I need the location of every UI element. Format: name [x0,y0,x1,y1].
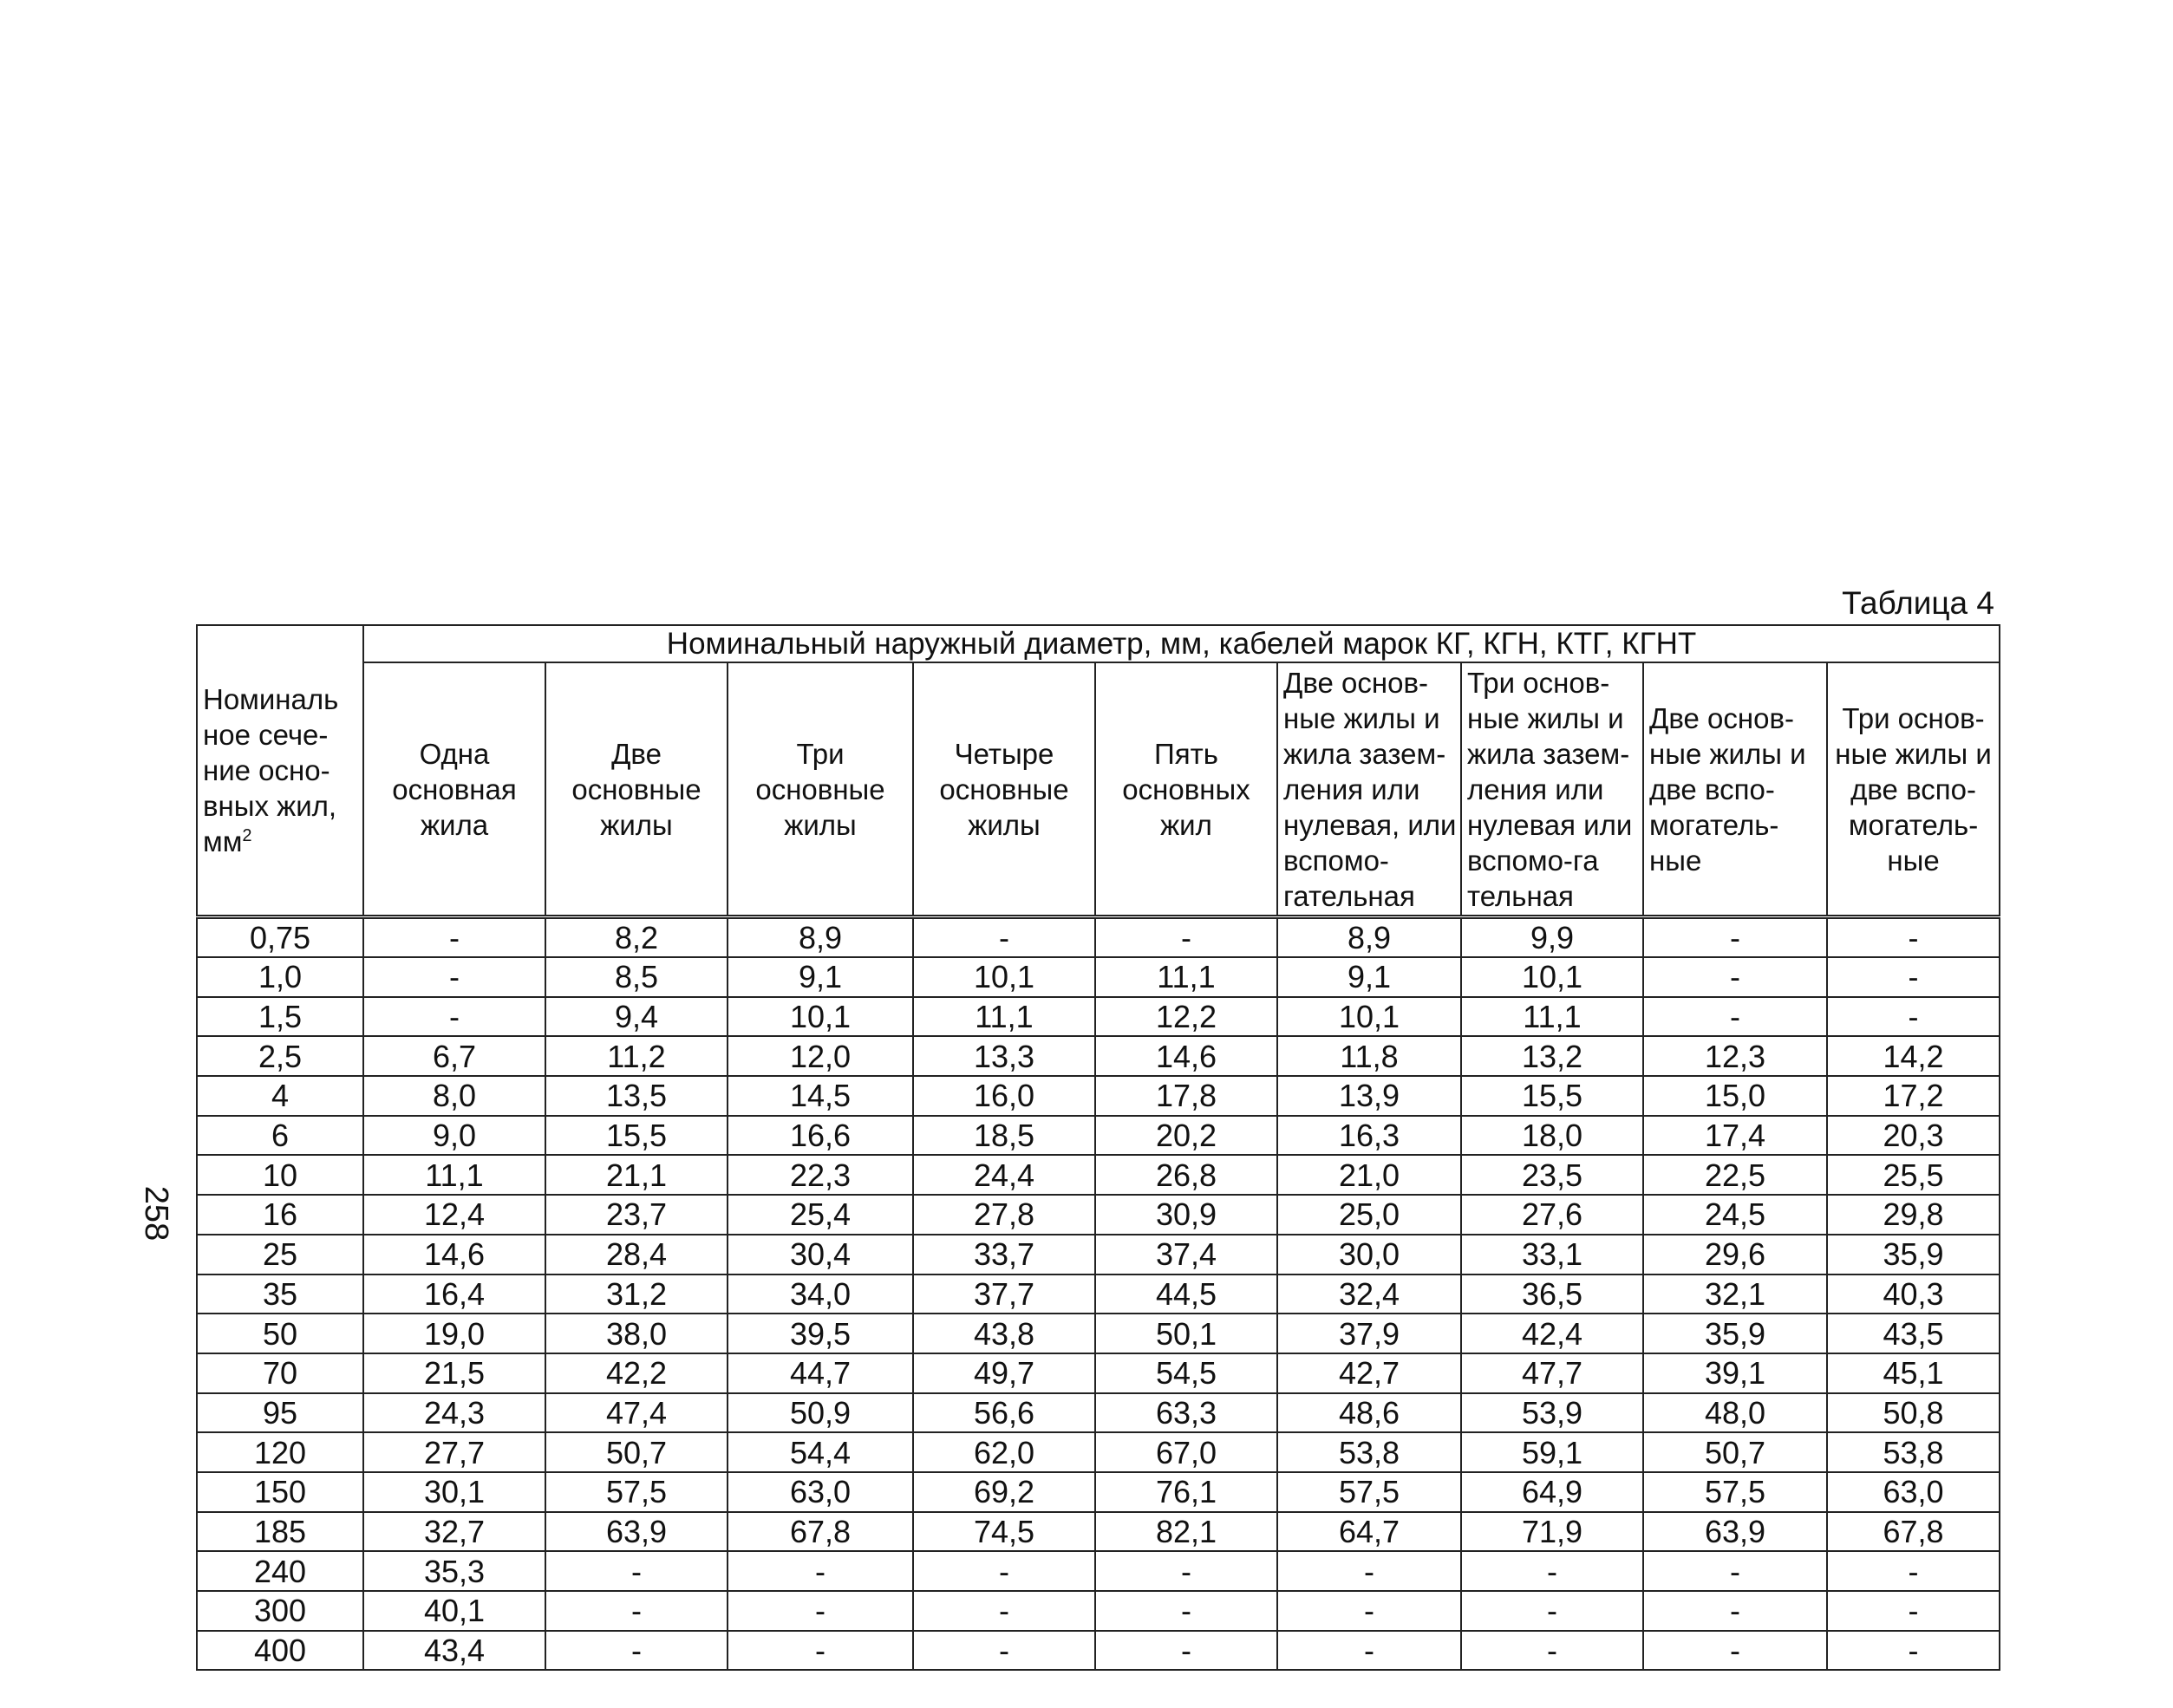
corner-header: Номиналь ное сече-ние осно-вных жил, $мм^2$ [197,625,363,917]
diameter-cell: 15,5 [1461,1076,1643,1116]
diameter-cell: 33,7 [913,1235,1095,1274]
diameter-cell: 54,4 [728,1432,913,1472]
diameter-cell: 57,5 [1277,1472,1461,1512]
diameter-cell: - [1643,1631,1827,1671]
diameter-cell: 24,4 [913,1155,1095,1195]
diameter-cell: 23,5 [1461,1155,1643,1195]
cross-section-cell: 70 [197,1353,363,1393]
diameter-cell: 30,1 [363,1472,545,1512]
diameter-cell: 21,5 [363,1353,545,1393]
diameter-cell: 54,5 [1095,1353,1277,1393]
diameter-cell: - [1461,1631,1643,1671]
diameter-cell: 13,5 [545,1076,728,1116]
diameter-cell: 48,6 [1277,1393,1461,1433]
table-row [197,1551,2000,1591]
diameter-cell: 22,5 [1643,1155,1827,1195]
diameter-cell: 11,8 [1277,1036,1461,1076]
cross-section-cell: 10 [197,1155,363,1195]
diameter-cell: - [1643,917,1827,958]
diameter-cell: - [1827,1591,2000,1631]
diameter-cell: 9,0 [363,1116,545,1156]
diameter-cell: 35,3 [363,1551,545,1591]
diameter-cell: 17,4 [1643,1116,1827,1156]
diameter-cell: 57,5 [545,1472,728,1512]
cross-section-cell: 95 [197,1393,363,1433]
column-header: Пять основных жил [1095,662,1277,917]
diameter-cell: - [1643,1591,1827,1631]
diameter-cell: - [545,1631,728,1671]
table-row [197,1116,2000,1156]
diameter-cell: 18,5 [913,1116,1095,1156]
diameter-cell: 63,3 [1095,1393,1277,1433]
cable-diameter-table [196,624,2000,1671]
column-header: Три основ-ные жилы и жила зазем-ления или нулевая или вспомо-га тельная [1461,662,1643,917]
diameter-cell: 44,7 [728,1353,913,1393]
diameter-cell: 29,6 [1643,1235,1827,1274]
diameter-cell: 11,1 [363,1155,545,1195]
diameter-cell: - [1827,997,2000,1037]
diameter-cell: 43,5 [1827,1314,2000,1353]
cross-section-cell: 240 [197,1551,363,1591]
diameter-cell: 26,8 [1095,1155,1277,1195]
diameter-cell: 11,1 [913,997,1095,1037]
table-row [197,917,2000,958]
diameter-cell: 13,9 [1277,1076,1461,1116]
diameter-cell: 8,9 [728,917,913,958]
diameter-cell: 11,1 [1095,957,1277,997]
column-header: Три основные жилы [728,662,913,917]
table-row [197,1076,2000,1116]
table-row [197,1155,2000,1195]
diameter-cell: - [1827,1631,2000,1671]
diameter-cell: - [1643,997,1827,1037]
diameter-cell: 39,5 [728,1314,913,1353]
diameter-cell: - [1095,1551,1277,1591]
table-row [197,1274,2000,1314]
diameter-cell: 45,1 [1827,1353,2000,1393]
diameter-cell: 37,9 [1277,1314,1461,1353]
diameter-cell: - [1827,917,2000,958]
diameter-cell: 67,8 [1827,1512,2000,1552]
diameter-cell: 36,5 [1461,1274,1643,1314]
group-header: Номинальный наружный диаметр, мм, кабелей марок КГ, КГН, КТГ, КГНТ [363,625,2000,662]
diameter-cell: - [1643,1551,1827,1591]
diameter-cell: 17,2 [1827,1076,2000,1116]
diameter-cell: 24,3 [363,1393,545,1433]
diameter-cell: 56,6 [913,1393,1095,1433]
diameter-cell: 23,7 [545,1195,728,1235]
diameter-cell: 30,0 [1277,1235,1461,1274]
diameter-cell: 9,9 [1461,917,1643,958]
diameter-cell: - [1827,1551,2000,1591]
column-header: Одна основная жила [363,662,545,917]
diameter-cell: 20,2 [1095,1116,1277,1156]
diameter-cell: - [1277,1631,1461,1671]
diameter-cell: 9,1 [1277,957,1461,997]
diameter-cell: 10,1 [1277,997,1461,1037]
diameter-cell: 12,0 [728,1036,913,1076]
diameter-cell: 34,0 [728,1274,913,1314]
diameter-cell: 12,3 [1643,1036,1827,1076]
diameter-cell: 8,5 [545,957,728,997]
cross-section-cell: 35 [197,1274,363,1314]
diameter-cell: 12,4 [363,1195,545,1235]
table-row [197,1195,2000,1235]
diameter-cell: 14,2 [1827,1036,2000,1076]
diameter-cell: 37,7 [913,1274,1095,1314]
diameter-cell: 67,0 [1095,1432,1277,1472]
diameter-cell: 64,9 [1461,1472,1643,1512]
table-row [197,1472,2000,1512]
column-header: Две основные жилы [545,662,728,917]
diameter-cell: 14,5 [728,1076,913,1116]
diameter-cell: 20,3 [1827,1116,2000,1156]
page-number: 258 [138,1185,175,1242]
diameter-cell: 42,7 [1277,1353,1461,1393]
diameter-cell: 67,8 [728,1512,913,1552]
diameter-cell: - [1095,1631,1277,1671]
diameter-cell: 27,6 [1461,1195,1643,1235]
cross-section-cell: 0,75 [197,917,363,958]
diameter-cell: - [363,917,545,958]
diameter-cell: - [913,917,1095,958]
diameter-cell: - [913,1631,1095,1671]
table-row [197,1512,2000,1552]
cross-section-cell: 25 [197,1235,363,1274]
diameter-cell: 44,5 [1095,1274,1277,1314]
diameter-cell: 11,2 [545,1036,728,1076]
cross-section-cell: 50 [197,1314,363,1353]
diameter-cell: 43,8 [913,1314,1095,1353]
diameter-cell: 15,5 [545,1116,728,1156]
cross-section-cell: 300 [197,1591,363,1631]
table-row [197,1036,2000,1076]
diameter-cell: 19,0 [363,1314,545,1353]
diameter-cell: 48,0 [1643,1393,1827,1433]
cross-section-cell: 4 [197,1076,363,1116]
cross-section-cell: 400 [197,1631,363,1671]
diameter-cell: 17,8 [1095,1076,1277,1116]
diameter-cell: 76,1 [1095,1472,1277,1512]
table-row [197,1591,2000,1631]
diameter-cell: 82,1 [1095,1512,1277,1552]
diameter-cell: 47,4 [545,1393,728,1433]
diameter-cell: 9,1 [728,957,913,997]
diameter-cell: 6,7 [363,1036,545,1076]
diameter-cell: 21,1 [545,1155,728,1195]
diameter-cell: - [728,1551,913,1591]
table-row [197,1235,2000,1274]
diameter-cell: 22,3 [728,1155,913,1195]
diameter-cell: - [913,1591,1095,1631]
diameter-cell: 27,8 [913,1195,1095,1235]
diameter-cell: 63,0 [728,1472,913,1512]
diameter-cell: - [545,1591,728,1631]
diameter-cell: 10,1 [1461,957,1643,997]
diameter-cell: - [363,997,545,1037]
diameter-cell: 42,4 [1461,1314,1643,1353]
diameter-cell: 53,8 [1827,1432,2000,1472]
cross-section-cell: 6 [197,1116,363,1156]
diameter-cell: 8,2 [545,917,728,958]
diameter-cell: 31,2 [545,1274,728,1314]
diameter-cell: 29,8 [1827,1195,2000,1235]
diameter-cell: 14,6 [1095,1036,1277,1076]
diameter-cell: 32,7 [363,1512,545,1552]
diameter-cell: 25,0 [1277,1195,1461,1235]
diameter-cell: 32,4 [1277,1274,1461,1314]
diameter-cell: 64,7 [1277,1512,1461,1552]
table-caption: Таблица 4 [1842,585,1994,621]
diameter-cell: 16,0 [913,1076,1095,1116]
cross-section-cell: 1,0 [197,957,363,997]
diameter-cell: 40,3 [1827,1274,2000,1314]
diameter-cell: 9,4 [545,997,728,1037]
diameter-cell: 50,1 [1095,1314,1277,1353]
diameter-cell: 30,9 [1095,1195,1277,1235]
diameter-cell: 39,1 [1643,1353,1827,1393]
diameter-cell: 10,1 [728,997,913,1037]
diameter-cell: 59,1 [1461,1432,1643,1472]
table-row [197,1393,2000,1433]
table-body [197,917,2000,1671]
diameter-cell: - [1827,957,2000,997]
diameter-cell: 47,7 [1461,1353,1643,1393]
diameter-cell: 16,6 [728,1116,913,1156]
diameter-cell: 57,5 [1643,1472,1827,1512]
diameter-cell: 28,4 [545,1235,728,1274]
diameter-cell: 13,2 [1461,1036,1643,1076]
diameter-cell: 33,1 [1461,1235,1643,1274]
diameter-cell: 50,7 [545,1432,728,1472]
diameter-cell: 50,7 [1643,1432,1827,1472]
diameter-cell: - [728,1591,913,1631]
cross-section-cell: 150 [197,1472,363,1512]
table-row [197,1353,2000,1393]
diameter-cell: 63,0 [1827,1472,2000,1512]
diameter-cell: 42,2 [545,1353,728,1393]
diameter-cell: 25,4 [728,1195,913,1235]
diameter-cell: 30,4 [728,1235,913,1274]
diameter-cell: 35,9 [1827,1235,2000,1274]
diameter-cell: 40,1 [363,1591,545,1631]
diameter-cell: 13,3 [913,1036,1095,1076]
table-row [197,997,2000,1037]
diameter-cell: 62,0 [913,1432,1095,1472]
table-row [197,1432,2000,1472]
cross-section-cell: 120 [197,1432,363,1472]
diameter-cell: - [1095,1591,1277,1631]
diameter-cell: 69,2 [913,1472,1095,1512]
diameter-cell: 11,1 [1461,997,1643,1037]
diameter-cell: 25,5 [1827,1155,2000,1195]
diameter-cell: 38,0 [545,1314,728,1353]
diameter-cell: 35,9 [1643,1314,1827,1353]
diameter-cell: - [545,1551,728,1591]
diameter-cell: 63,9 [1643,1512,1827,1552]
diameter-cell: 18,0 [1461,1116,1643,1156]
diameter-cell: - [1277,1591,1461,1631]
diameter-cell: - [363,957,545,997]
diameter-cell: 53,8 [1277,1432,1461,1472]
diameter-cell: 49,7 [913,1353,1095,1393]
diameter-cell: 27,7 [363,1432,545,1472]
diameter-cell: 53,9 [1461,1393,1643,1433]
diameter-cell: 16,3 [1277,1116,1461,1156]
diameter-cell: 71,9 [1461,1512,1643,1552]
diameter-cell: - [1643,957,1827,997]
diameter-cell: - [1461,1551,1643,1591]
column-header: Три основ-ные жилы и две вспо-могатель-ные [1827,662,2000,917]
diameter-cell: 37,4 [1095,1235,1277,1274]
diameter-cell: 50,9 [728,1393,913,1433]
cross-section-cell: 16 [197,1195,363,1235]
cross-section-cell: 1,5 [197,997,363,1037]
table-row [197,957,2000,997]
column-header: Две основ-ные жилы и две вспо-могатель-ные [1643,662,1827,917]
diameter-cell: 16,4 [363,1274,545,1314]
column-header: Четыре основные жилы [913,662,1095,917]
diameter-cell: 74,5 [913,1512,1095,1552]
diameter-cell: 12,2 [1095,997,1277,1037]
diameter-cell: 14,6 [363,1235,545,1274]
diameter-cell: - [1461,1591,1643,1631]
table-row [197,1314,2000,1353]
diameter-cell: 32,1 [1643,1274,1827,1314]
column-header: Две основ-ные жилы и жила зазем-ления или нулевая, или вспомо-гательная [1277,662,1461,917]
diameter-cell: 63,9 [545,1512,728,1552]
diameter-cell: 21,0 [1277,1155,1461,1195]
diameter-cell: 8,0 [363,1076,545,1116]
diameter-cell: 8,9 [1277,917,1461,958]
diameter-cell: 15,0 [1643,1076,1827,1116]
table-row [197,1631,2000,1671]
diameter-cell: - [1095,917,1277,958]
diameter-cell: - [913,1551,1095,1591]
cross-section-cell: 2,5 [197,1036,363,1076]
diameter-cell: 50,8 [1827,1393,2000,1433]
diameter-cell: - [728,1631,913,1671]
diameter-cell: 43,4 [363,1631,545,1671]
diameter-cell: 24,5 [1643,1195,1827,1235]
cross-section-cell: 185 [197,1512,363,1552]
table-header [197,625,2000,917]
diameter-cell: - [1277,1551,1461,1591]
diameter-cell: 10,1 [913,957,1095,997]
